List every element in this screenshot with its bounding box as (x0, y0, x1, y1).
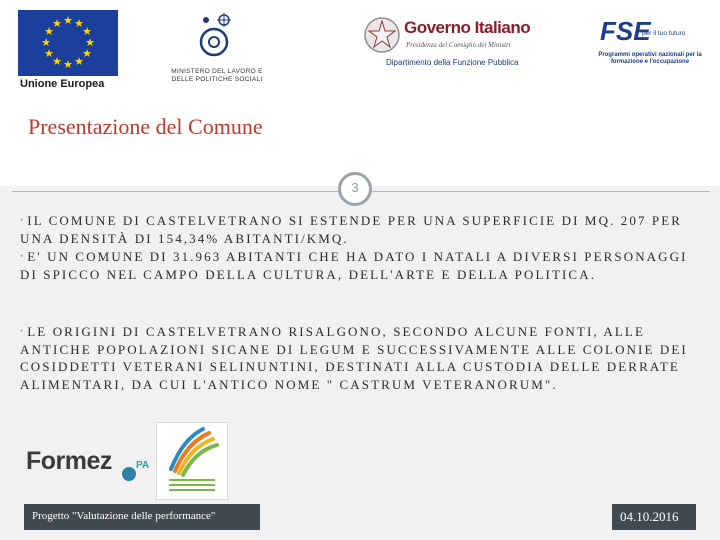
governo-logo (362, 14, 531, 80)
svg-text:★: ★ (52, 17, 62, 30)
governo-dept: Dipartimento della Funzione Pubblica (386, 58, 519, 67)
governo-title: Governo Italiano (404, 18, 531, 37)
svg-text:★: ★ (85, 36, 95, 49)
paragraph-text: IL COMUNE DI CASTELVETRANO SI ESTENDE PER UNA SUPERFICIE DI MQ. 207 PER UNA DENSITÀ DI 154,34% ABITANTI/KMQ. (20, 213, 683, 246)
svg-text:★: ★ (41, 36, 51, 49)
svg-text:★: ★ (74, 55, 84, 68)
footer-project-label: Progetto "Valutazione delle performance" (32, 510, 216, 522)
svg-text:★: ★ (82, 47, 92, 60)
governo-subtitle: Presidenza del Consiglio dei Ministri (406, 41, 511, 49)
svg-text:★: ★ (63, 14, 73, 27)
fse-logo (594, 14, 706, 78)
azioni-di-sistema-logo (156, 422, 228, 500)
footer-date: 04.10.2016 (620, 509, 679, 524)
eu-logo (18, 10, 118, 92)
svg-text:★: ★ (44, 25, 54, 38)
svg-text:★: ★ (63, 58, 73, 71)
slide-number: 3 (351, 180, 359, 195)
formez-pa-label: PA (136, 460, 150, 471)
bullet-icon: • (20, 215, 26, 225)
paragraph-text: LE ORIGINI DI CASTELVETRANO RISALGONO, SECONDO ALCUNE FONTI, ALLE ANTICHE POPOLAZIONI SICANE DI LEGUM E SUCCESSIVAMENTE ALLE COLONIE DEI COSIDDETTI VETERANI SELINUNTINI, DESTINATI ALLA CUSTODIA DELLE DERRATE ALIMENTARI, DA CUI L'ANTICO NOME " CASTRUM VETERANORUM". (20, 324, 688, 392)
bullet-icon: • (20, 326, 26, 336)
svg-text:★: ★ (44, 47, 54, 60)
formez-dot-icon (122, 467, 136, 481)
svg-text:★: ★ (82, 25, 92, 38)
svg-text:★: ★ (52, 55, 62, 68)
eu-label: Unione Europea (20, 78, 105, 90)
ministero-emblem-icon (162, 12, 272, 66)
fse-mark: FSE (600, 16, 651, 46)
header-logos (0, 0, 720, 100)
azioni-emblem-icon (157, 423, 227, 499)
page-title: Presentazione del Comune (28, 114, 263, 139)
svg-text:★: ★ (74, 17, 84, 30)
bullet-icon: • (20, 251, 26, 261)
fse-description: Programmi operativi nazionali per la formazione e l'occupazione (598, 52, 702, 65)
paragraph-text: E' UN COMUNE DI 31.963 ABITANTI CHE HA DATO I NATALI A DIVERSI PERSONAGGI DI SPICCO NEL CAMPO DELLA CULTURA, DELL'ARTE E DELLA POLITICA. (20, 249, 688, 282)
emblem-icon (362, 14, 402, 56)
paragraph-2 (20, 248, 690, 283)
paragraph-1 (20, 212, 690, 247)
fse-tagline: per il tuo futuro (642, 30, 686, 37)
formez-logo: Formez (26, 447, 112, 475)
eu-flag-icon (18, 10, 118, 76)
paragraph-3 (20, 323, 690, 393)
ministero-label: MINISTERO DEL LAVORO E DELLE POLITICHE SOCIALI (171, 68, 263, 83)
ministero-logo (162, 12, 272, 84)
